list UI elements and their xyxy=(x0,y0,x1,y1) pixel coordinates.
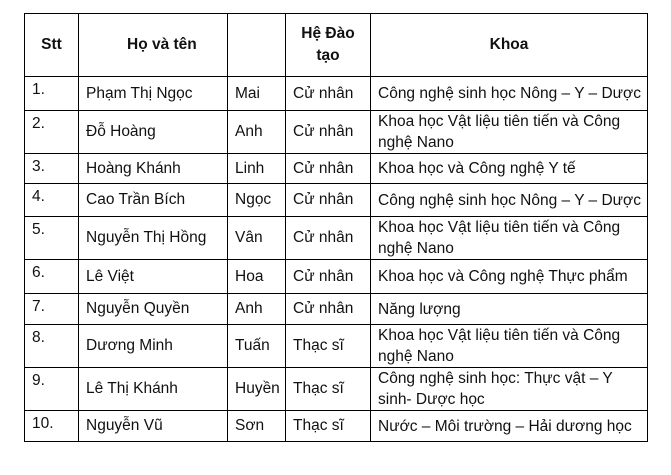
header-degree-line1: Hệ Đào xyxy=(301,25,355,42)
row-faculty xyxy=(371,260,648,294)
table-row xyxy=(25,184,648,217)
row-given-name: Anh xyxy=(228,294,286,325)
row-stt: 10. xyxy=(25,411,79,442)
table-row xyxy=(25,260,648,294)
table-row xyxy=(25,411,648,442)
row-full-name: Lê Việt xyxy=(79,260,228,294)
row-full-name: Đỗ Hoàng xyxy=(79,111,228,154)
row-given-name: Mai xyxy=(228,77,286,111)
row-faculty xyxy=(371,111,648,154)
row-degree: Cử nhân xyxy=(286,111,371,154)
row-stt: 7. xyxy=(25,294,79,325)
row-stt: 9. xyxy=(25,368,79,411)
faculty-line2: nghệ Nano xyxy=(378,134,454,151)
row-full-name: Nguyễn Quyền xyxy=(79,294,228,325)
faculty-line1: Khoa học và Công nghệ Y tế xyxy=(378,160,576,177)
header-full-name: Họ và tên xyxy=(79,14,228,77)
faculty-line1: Khoa học Vật liệu tiên tiến và Công xyxy=(378,327,621,344)
row-faculty xyxy=(371,411,648,442)
row-stt: 8. xyxy=(25,325,79,368)
header-degree-line2: tạo xyxy=(316,47,340,64)
table-row xyxy=(25,77,648,111)
faculty-line1: Năng lượng xyxy=(378,300,461,318)
row-stt: 2. xyxy=(25,111,79,154)
faculty-line1: Khoa học Vật liệu tiên tiến và Công xyxy=(378,113,621,130)
header-row xyxy=(25,14,648,77)
student-table-container xyxy=(24,13,648,442)
row-given-name: Tuấn xyxy=(228,325,286,368)
row-degree: Cử nhân xyxy=(286,77,371,111)
table-row xyxy=(25,111,648,154)
faculty-line2: nghệ Nano xyxy=(378,240,454,257)
row-degree: Cử nhân xyxy=(286,217,371,260)
row-full-name: Nguyễn Vũ xyxy=(79,411,228,442)
row-degree: Cử nhân xyxy=(286,294,371,325)
row-given-name: Vân xyxy=(228,217,286,260)
row-full-name: Hoàng Khánh xyxy=(79,154,228,184)
row-stt: 1. xyxy=(25,77,79,111)
row-faculty xyxy=(371,154,648,184)
row-stt: 6. xyxy=(25,260,79,294)
row-degree: Thạc sĩ xyxy=(286,411,371,442)
row-faculty xyxy=(371,294,648,325)
header-stt: Stt xyxy=(25,14,79,77)
header-degree xyxy=(286,14,371,77)
faculty-line1: Nước – Môi trường – Hải dương học xyxy=(378,417,632,435)
header-faculty: Khoa xyxy=(371,14,648,77)
row-given-name: Anh xyxy=(228,111,286,154)
faculty-line1: Công nghệ sinh học: Thực vật – Y xyxy=(378,370,613,387)
header-given-name xyxy=(228,14,286,77)
row-degree: Thạc sĩ xyxy=(286,368,371,411)
row-faculty xyxy=(371,77,648,111)
row-given-name: Sơn xyxy=(228,411,286,442)
row-given-name: Ngọc xyxy=(228,184,286,217)
row-full-name: Dương Minh xyxy=(79,325,228,368)
faculty-line2: nghệ Nano xyxy=(378,348,454,365)
row-degree: Cử nhân xyxy=(286,260,371,294)
row-stt: 4. xyxy=(25,184,79,217)
row-full-name: Phạm Thị Ngọc xyxy=(79,77,228,111)
row-stt: 3. xyxy=(25,154,79,184)
row-given-name: Linh xyxy=(228,154,286,184)
faculty-line1: Khoa học và Công nghệ Thực phẩm xyxy=(378,268,628,285)
faculty-line2: sinh- Dược học xyxy=(378,391,485,408)
row-given-name: Huyền xyxy=(228,368,286,411)
table-row xyxy=(25,325,648,368)
row-given-name: Hoa xyxy=(228,260,286,294)
row-faculty xyxy=(371,184,648,217)
table-row xyxy=(25,294,648,325)
table-row xyxy=(25,217,648,260)
row-faculty xyxy=(371,368,648,411)
row-stt: 5. xyxy=(25,217,79,260)
faculty-line1: Công nghệ sinh học Nông – Y – Dược xyxy=(378,85,641,102)
row-degree: Cử nhân xyxy=(286,184,371,217)
row-degree: Thạc sĩ xyxy=(286,325,371,368)
row-full-name: Lê Thị Khánh xyxy=(79,368,228,411)
row-faculty xyxy=(371,325,648,368)
row-full-name: Cao Trần Bích xyxy=(79,184,228,217)
row-degree: Cử nhân xyxy=(286,154,371,184)
row-full-name: Nguyễn Thị Hồng xyxy=(79,217,228,260)
student-table xyxy=(24,13,648,442)
table-row xyxy=(25,368,648,411)
row-faculty xyxy=(371,217,648,260)
faculty-line1: Khoa học Vật liệu tiên tiến và Công xyxy=(378,219,621,236)
faculty-line1: Công nghệ sinh học Nông – Y – Dược xyxy=(378,191,641,209)
table-row xyxy=(25,154,648,184)
